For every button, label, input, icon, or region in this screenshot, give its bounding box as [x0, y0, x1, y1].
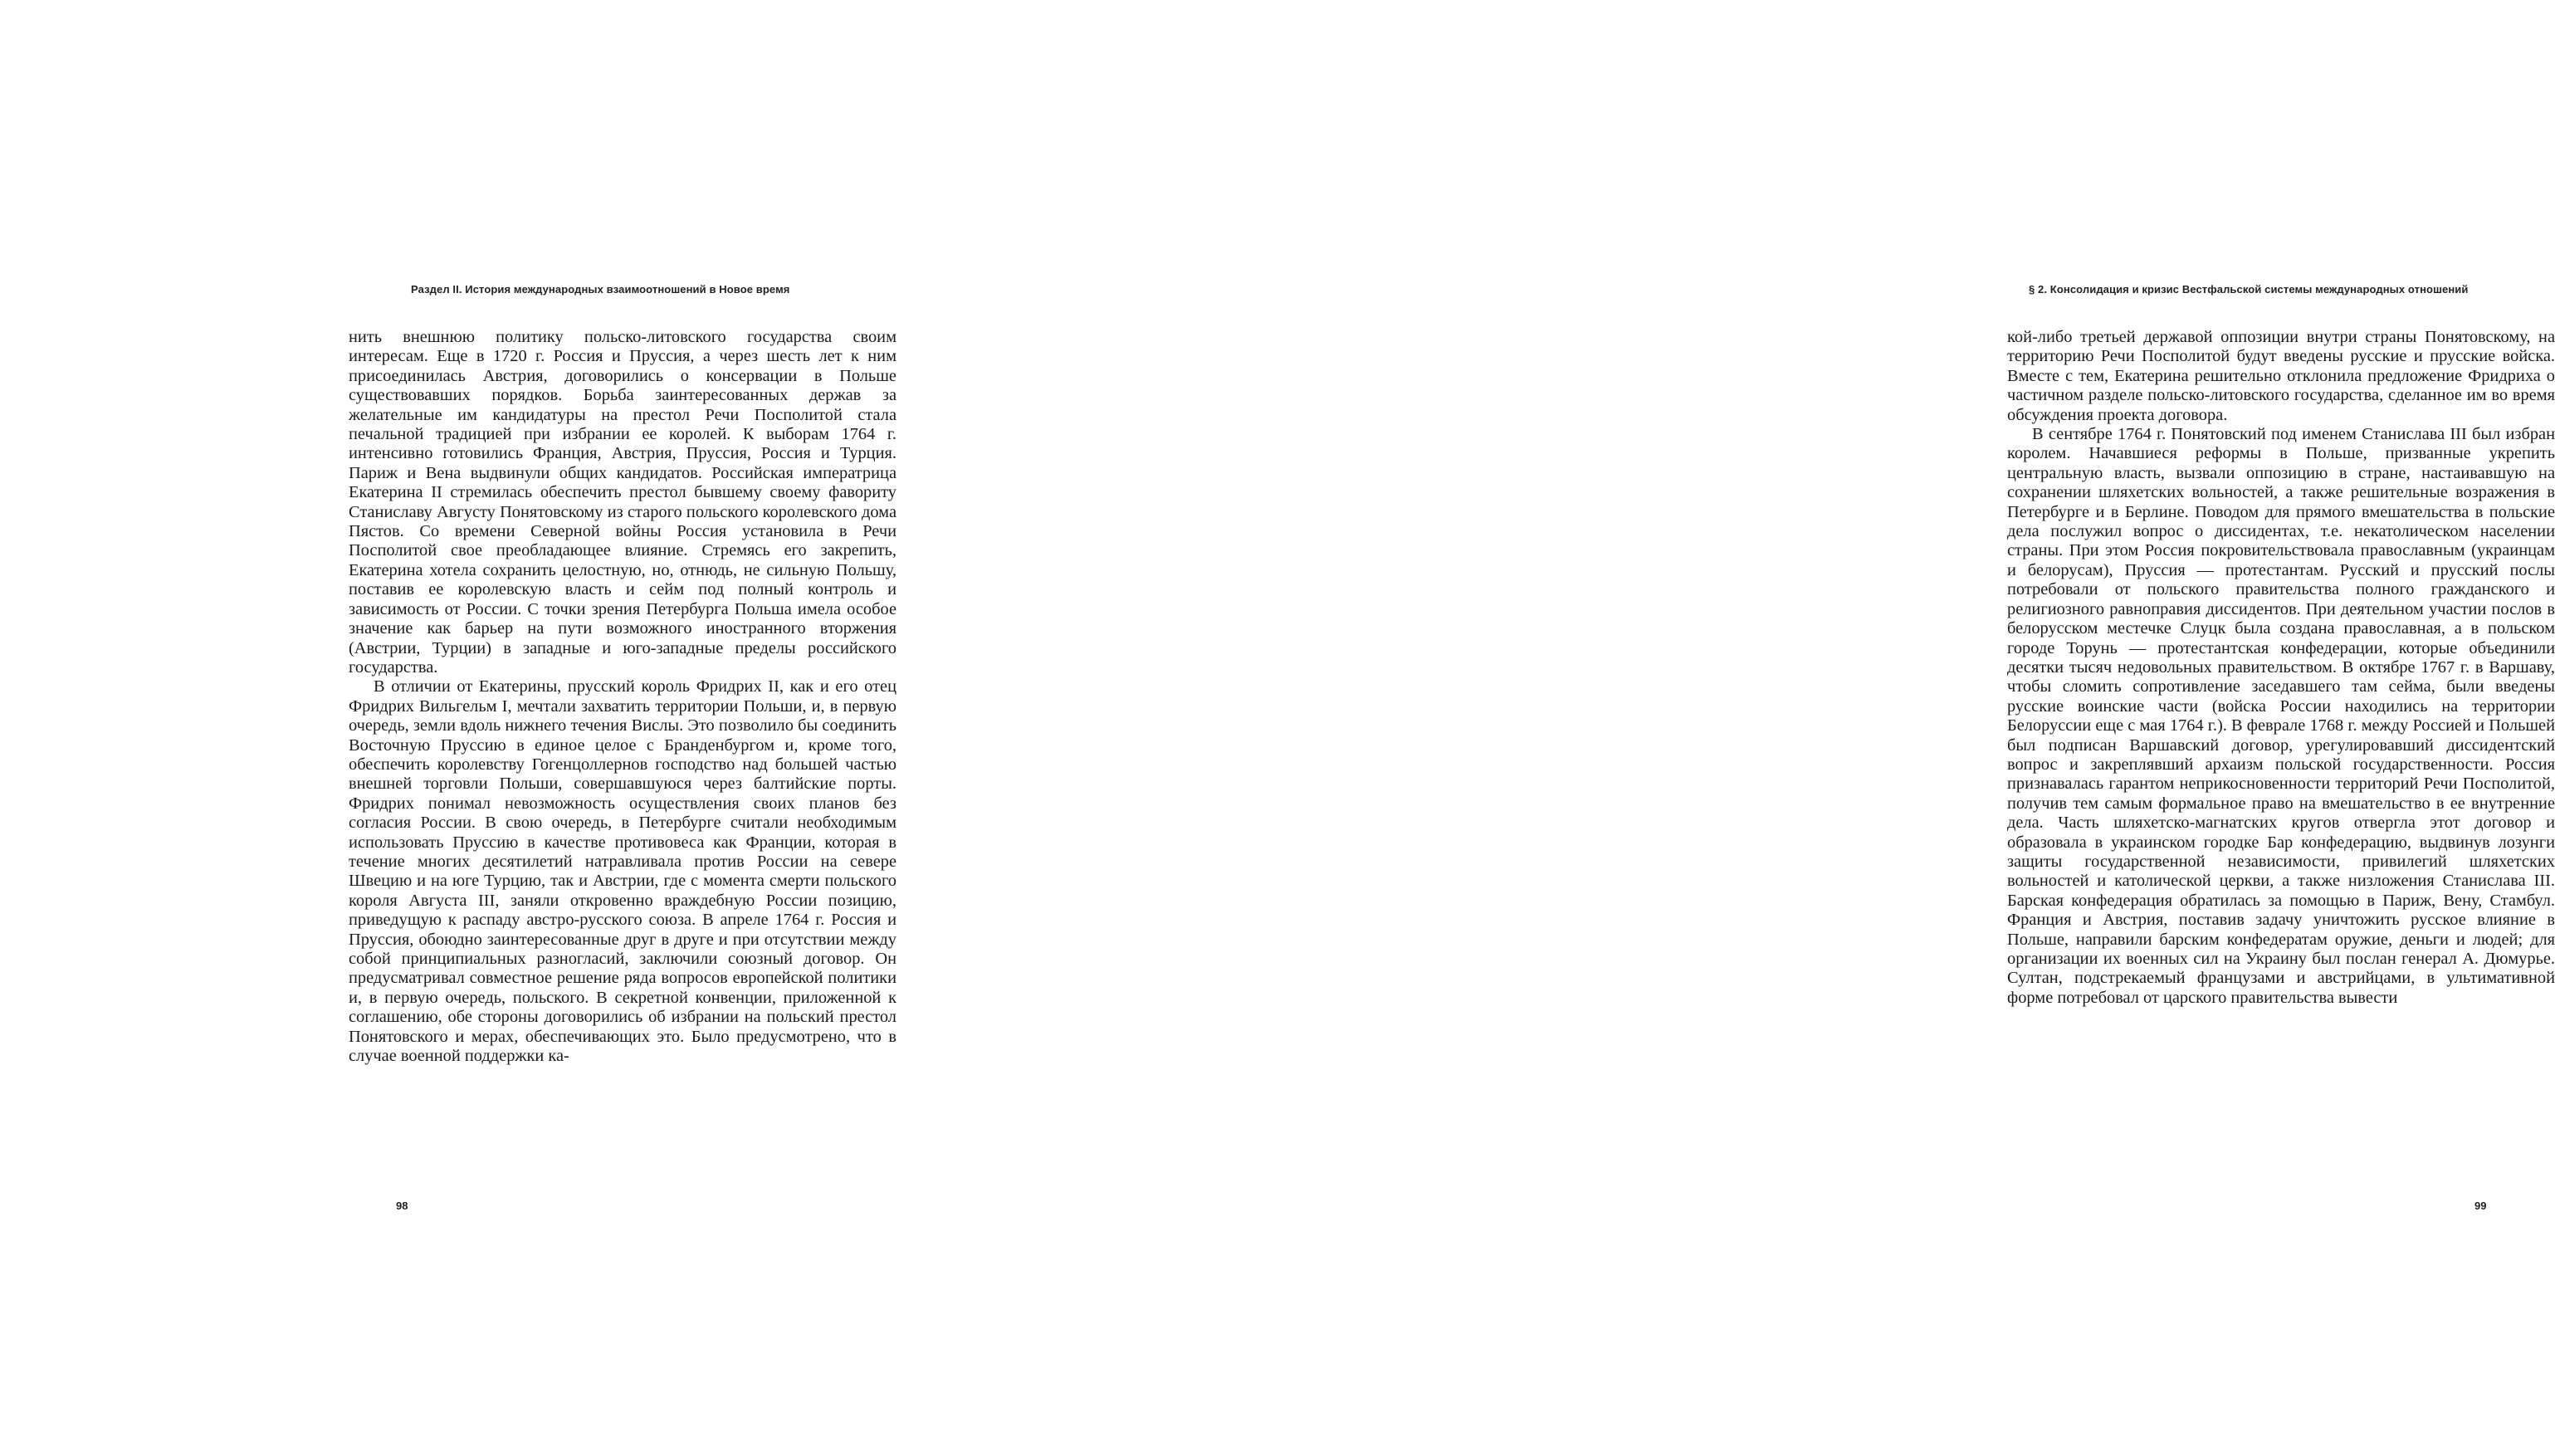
right-page-number: 99	[2474, 1199, 2487, 1212]
right-page	[1029, 0, 2555, 1456]
left-page	[0, 0, 1029, 1456]
right-paragraph-1: кой-либо третьей державой оппозиции внутри страны Понятовскому, на территорию Речи Посполитой будут введены русские и прусские войска. Вместе с тем, Екатерина решительно отклонила предложение Фридриха о частичном разделе польско-литовского государства, сделанное им во время обсуждения проекта договора.	[2007, 328, 2555, 424]
right-text-block	[2007, 328, 2555, 1008]
right-running-head: § 2. Консолидация и кризис Вестфальской системы международных отношений	[2029, 283, 2469, 296]
left-text-block	[349, 328, 896, 1066]
right-paragraph-2: В сентябре 1764 г. Понятовский под именем Станислава III был избран королем. Начавшиеся реформы в Польше, призванные укрепить центральную власть, вызвали оппозицию в стране, настаивавшую на сохранении шляхетских вольностей, а также решительные возражения в Петербурге и в Берлине. Поводом для прямого вмешательства в польские дела послужил вопрос о диссидентах, т.е. некатолическом населении страны. При этом Россия покровительствовала православным (украинцам и белорусам), Пруссия — протестантам. Русский и прусский послы потребовали от польского правительства полного гражданского и религиозного равноправия диссидентов. При деятельном участии послов в белорусском местечке Слуцк была создана православная, а в польском городе Торунь — протестантская конфедерации, которые объединили десятки тысяч недовольных правительством. В октябре 1767 г. в Варшаву, чтобы сломить сопротивление заседавшего там сейма, были введены русские воинские части (войска России находились на территории Белоруссии еще с мая 1764 г.). В феврале 1768 г. между Россией и Польшей был подписан Варшавский договор, урегулировавший диссидентский вопрос и закреплявший архаизм польской государственности. Россия признавалась гарантом неприкосновенности территорий Речи Посполитой, получив тем самым формальное право на вмешательство в ее внутренние дела. Часть шляхетско-магнатских кругов отвергла этот договор и образовала в украинском городке Бар конфедерацию, выдвинув лозунги защиты государственной независимости, привилегий шляхетских вольностей и католической церкви, а также низложения Станислава III. Барская конфедерация обратилась за помощью в Париж, Вену, Стамбул. Франция и Австрия, поставив задачу уничтожить русское влияние в Польше, направили барским конфедератам оружие, деньги и людей; для организации их военных сил на Украину был послан генерал А. Дюмурье. Султан, подстрекаемый французами и австрийцами, в ультимативной форме потребовал от царского правительства вывести	[2007, 425, 2555, 1007]
left-page-number: 98	[396, 1199, 408, 1212]
left-paragraph-1: нить внешнюю политику польско-литовского государства своим интересам. Еще в 1720 г. Россия и Пруссия, а через шесть лет к ним присоединилась Австрия, договорились о консервации в Польше существовавших порядков. Борьба заинтересованных держав за желательные им кандидатуры на престол Речи Посполитой стала печальной традицией при избрании ее королей. К выборам 1764 г. интенсивно готовились Франция, Австрия, Пруссия, Россия и Турция. Париж и Вена выдвинули общих кандидатов. Российская императрица Екатерина II стремилась обеспечить престол бывшему своему фавориту Станиславу Августу Понятовскому из старого польского королевского дома Пястов. Со времени Северной войны Россия установила в Речи Посполитой свое преобладающее влияние. Стремясь его закрепить, Екатерина хотела сохранить целостную, но, отнюдь, не сильную Польшу, поставив ее королевскую власть и сейм под полный контроль и зависимость от России. С точки зрения Петербурга Польша имела особое значение как барьер на пути возможного иностранного вторжения (Австрии, Турции) в западные и юго-западные пределы российского государства.	[349, 328, 896, 677]
left-paragraph-2: В отличии от Екатерины, прусский король Фридрих II, как и его отец Фридрих Вильгельм I, мечтали захватить территории Польши, и, в первую очередь, земли вдоль нижнего течения Вислы. Это позволило бы соединить Восточную Пруссию в единое целое с Бранденбургом и, кроме того, обеспечить королевству Гогенцоллернов господство над большей частью внешней торговли Польши, совершавшуюся через балтийские порты. Фридрих понимал невозможность осуществления своих планов без согласия России. В свою очередь, в Петербурге считали необходимым использовать Пруссию в качестве противовеса как Франции, которая в течение многих десятилетий натравливала против России на севере Швецию и на юге Турцию, так и Австрии, где с момента смерти польского короля Августа III, заняли откровенно враждебную России позицию, приведущую к распаду австро-русского союза. В апреле 1764 г. Россия и Пруссия, обоюдно заинтересованные друг в друге и при отсутствии между собой принципиальных разногласий, заключили союзный договор. Он предусматривал совместное решение ряда вопросов европейской политики и, в первую очередь, польского. В секретной конвенции, приложенной к соглашению, обе стороны договорились об избрании на польский престол Понятовского и мерах, обеспечивающих это. Было предусмотрено, что в случае военной поддержки ка-	[349, 677, 896, 1066]
left-running-head: Раздел II. История международных взаимоотношений в Новое время	[411, 283, 790, 296]
